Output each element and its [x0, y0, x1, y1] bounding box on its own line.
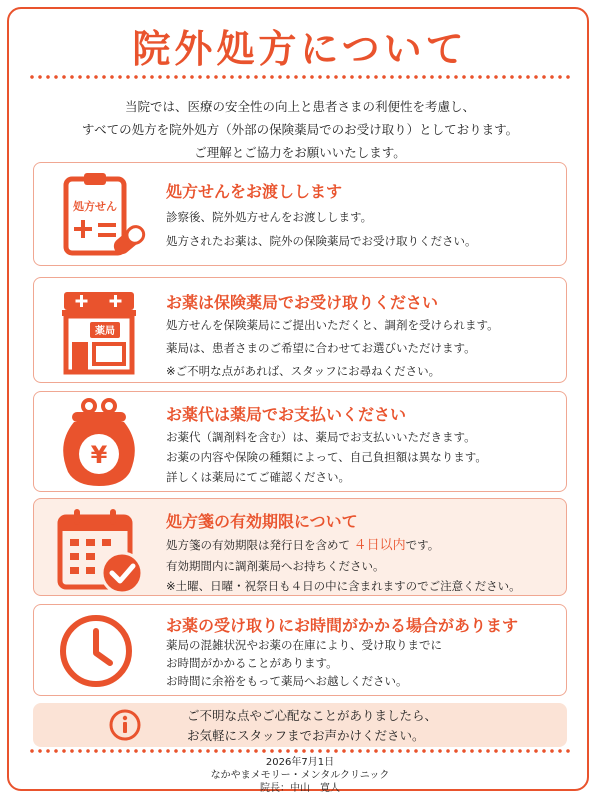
pharmacy-icon	[44, 280, 154, 380]
clock-icon	[44, 601, 154, 701]
expiry-text: 処方箋の有効期限は発行日を含めて	[166, 538, 350, 552]
card-body	[166, 207, 477, 251]
card-line: 処方せんを保険薬局にご提出いただくと、調剤を受けられます。	[166, 318, 499, 332]
info-icon	[109, 709, 141, 741]
card-body	[166, 427, 487, 487]
card-line: 薬局の混雑状況やお薬の在庫により、受け取りまでに	[166, 638, 442, 652]
intro-line: ご理解とご協力をお願いいたします。	[194, 145, 406, 160]
card-expiry	[33, 498, 567, 596]
card-heading: お薬の受け取りにお時間がかかる場合があります	[166, 616, 519, 635]
card-line: 有効期間内に調剤薬局へお持ちください。	[166, 559, 385, 573]
contact-note	[33, 703, 567, 747]
card-wait-time	[33, 604, 567, 696]
card-line: お時間がかかることがあります。	[166, 656, 338, 670]
card-line: お時間に余裕をもって薬局へお越しください。	[166, 674, 408, 688]
prescription-icon-label: 処方せん	[73, 200, 117, 213]
card-body	[166, 636, 442, 690]
card-body	[166, 315, 499, 381]
calendar-check-icon	[44, 501, 154, 601]
card-heading: 処方せんをお渡しします	[166, 182, 343, 201]
expiry-suffix: です。	[405, 538, 440, 552]
yen-symbol: ¥	[90, 441, 108, 469]
card-line: 薬局は、患者さまのご希望に合わせてお選びいただけます。	[166, 341, 476, 355]
intro-line: 当院では、医療の安全性の向上と患者さまの利便性を考慮し、	[124, 99, 475, 114]
card-line	[166, 535, 521, 556]
card-line: 診察後、院外処方せんをお渡しします。	[166, 210, 373, 224]
card-payment	[33, 391, 567, 492]
card-heading: お薬代は薬局でお支払いください	[166, 405, 407, 424]
issue-date: 2026年7月1日	[265, 757, 335, 768]
card-line: 詳しくは薬局にてご確認ください。	[166, 470, 350, 484]
expiry-highlight: ４日以内	[353, 538, 406, 553]
dotted-divider-bottom	[28, 749, 572, 753]
prescription-icon	[44, 165, 154, 265]
page-title: 院外処方について	[132, 27, 468, 71]
director-name: 院長：中山 寛人	[260, 783, 340, 794]
card-heading: 処方箋の有効期限について	[166, 512, 358, 531]
card-pharmacy	[33, 277, 567, 383]
note-text	[187, 706, 437, 746]
intro-line: すべての処方を院外処方（外部の保険薬局でのお受け取り）としております。	[81, 122, 519, 137]
card-line: お薬代（調剤料を含む）は、薬局でお支払いいただきます。	[166, 430, 476, 444]
card-line: お薬の内容や保険の種類によって、自己負担額は異なります。	[166, 450, 487, 464]
card-heading: お薬は保険薬局でお受け取りください	[166, 293, 439, 312]
note-line: ご不明な点やご心配なことがありましたら、	[187, 708, 438, 723]
card-line: ※ご不明な点があれば、スタッフにお尋ねください。	[166, 364, 441, 378]
clinic-name: なかやまメモリー・メンタルクリニック	[210, 770, 390, 781]
dotted-divider-top	[28, 75, 572, 79]
yen-purse-icon	[44, 392, 154, 492]
card-line: 処方されたお薬は、院外の保険薬局でお受け取りください。	[166, 234, 477, 248]
note-line: お気軽にスタッフまでお声かけください。	[187, 728, 425, 743]
pharmacy-icon-label: 薬局	[95, 326, 115, 337]
card-body	[166, 535, 521, 596]
intro-text	[0, 95, 600, 164]
card-prescription	[33, 162, 567, 266]
footer	[0, 756, 600, 795]
card-line: ※土曜、日曜・祝祭日も４日の中に含まれますのでご注意ください。	[166, 579, 521, 593]
